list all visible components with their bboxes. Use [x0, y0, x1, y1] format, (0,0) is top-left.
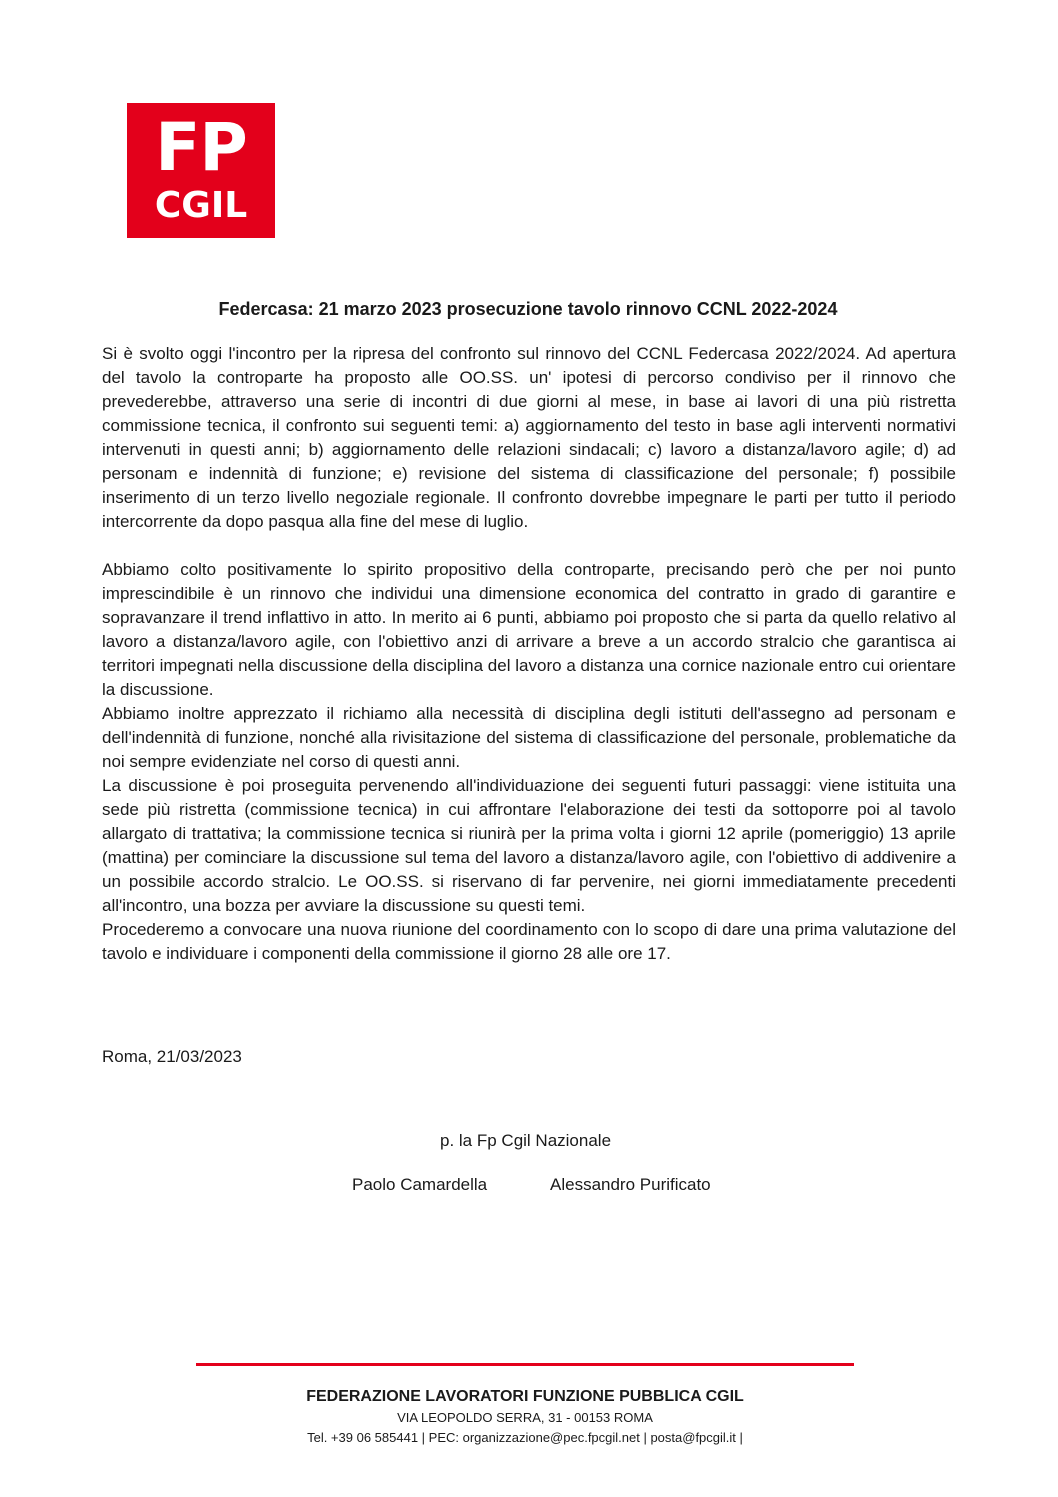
footer	[196, 1386, 854, 1448]
signatory-1: Paolo Camardella	[352, 1175, 488, 1194]
document-title: Federcasa: 21 marzo 2023 prosecuzione tavolo rinnovo CCNL 2022-2024	[218, 299, 838, 319]
paragraph-2: Abbiamo colto positivamente lo spirito propositivo della controparte, precisando però che per noi punto imprescindibile è un rinnovo che individui una dimensione economica del contratto in grado di garantire e sopravanzare il trend inflattivo in atto. In merito ai 6 punti, abbiamo poi proposto che si parta da quello relativo al lavoro a distanza/lavoro agile, con l'obiettivo anzi di arrivare a breve a un accordo stralcio che garantisca ai territori impegnati nella discussione della disciplina del lavoro a distanza una cornice nazionale entro cui orientare la discussione.	[102, 560, 956, 699]
footer-contacts: Tel. +39 06 585441 | PEC: organizzazione@pec.fpcgil.net | posta@fpcgil.it |	[307, 1430, 743, 1445]
paragraph-3: Abbiamo inoltre apprezzato il richiamo alla necessità di disciplina degli istituti dell'assegno ad personam e dell'indennità di funzione, nonché alla rivisitazione del sistema di classificazione del personale, problematiche da noi sempre evidenziate nel corso di questi anni.	[102, 704, 956, 771]
signature-names	[352, 1173, 711, 1197]
logo-fp-text: FP	[155, 109, 247, 186]
document-body	[102, 342, 956, 966]
paragraph-1: Si è svolto oggi l'incontro per la ripresa del confronto sul rinnovo del CCNL Federcasa 2022/2024. Ad apertura del tavolo la controparte ha proposto alle OO.SS. un' ipotesi di percorso condiviso per il rinnovo che prevederebbe, attraverso una serie di incontri di due giorni al mese, in base ai lavori di una più ristretta commissione tecnica, il confronto sui seguenti temi: a) aggiornamento del testo in base agli interventi normativi intervenuti in questi anni; b) aggiornamento delle relazioni sindacali; c) lavoro a distanza/lavoro agile; d) ad personam e indennità di funzione; e) revisione del sistema di classificazione del personale; f) possibile inserimento di un terzo livello negoziale regionale. Il confronto dovrebbe impegnare le parti per tutto il periodo intercorrente da dopo pasqua alla fine del mese di luglio.	[102, 344, 956, 531]
date-line: Roma, 21/03/2023	[102, 1047, 242, 1066]
footer-organization: FEDERAZIONE LAVORATORI FUNZIONE PUBBLICA CGIL	[306, 1388, 744, 1405]
signature-label: p. la Fp Cgil Nazionale	[440, 1131, 612, 1150]
fp-cgil-logo	[127, 103, 275, 238]
footer-divider	[196, 1363, 854, 1366]
signatory-2: Alessandro Purificato	[550, 1175, 711, 1194]
logo-cgil-text: CGIL	[154, 185, 248, 226]
footer-address: VIA LEOPOLDO SERRA, 31 - 00153 ROMA	[397, 1410, 653, 1425]
paragraph-4: La discussione è poi proseguita pervenendo all'individuazione dei seguenti futuri passaggi: viene istituita una sede più ristretta (commissione tecnica) in cui affrontare l'elaborazione dei testi da sottoporre poi al tavolo allargato di trattativa; la commissione tecnica si riunirà per la prima volta i giorni 12 aprile (pomeriggio) 13 aprile (mattina) per cominciare la discussione sul tema del lavoro a distanza/lavoro agile, con l'obiettivo di addivenire a un possibile accordo stralcio. Le OO.SS. si riservano di far pervenire, nei giorni immediatamente precedenti all'incontro, una bozza per avviare la discussione su questi temi.	[102, 776, 956, 915]
paragraph-5: Procederemo a convocare una nuova riunione del coordinamento con lo scopo di dare una prima valutazione del tavolo e individuare i componenti della commissione il giorno 28 alle ore 17.	[102, 920, 956, 963]
